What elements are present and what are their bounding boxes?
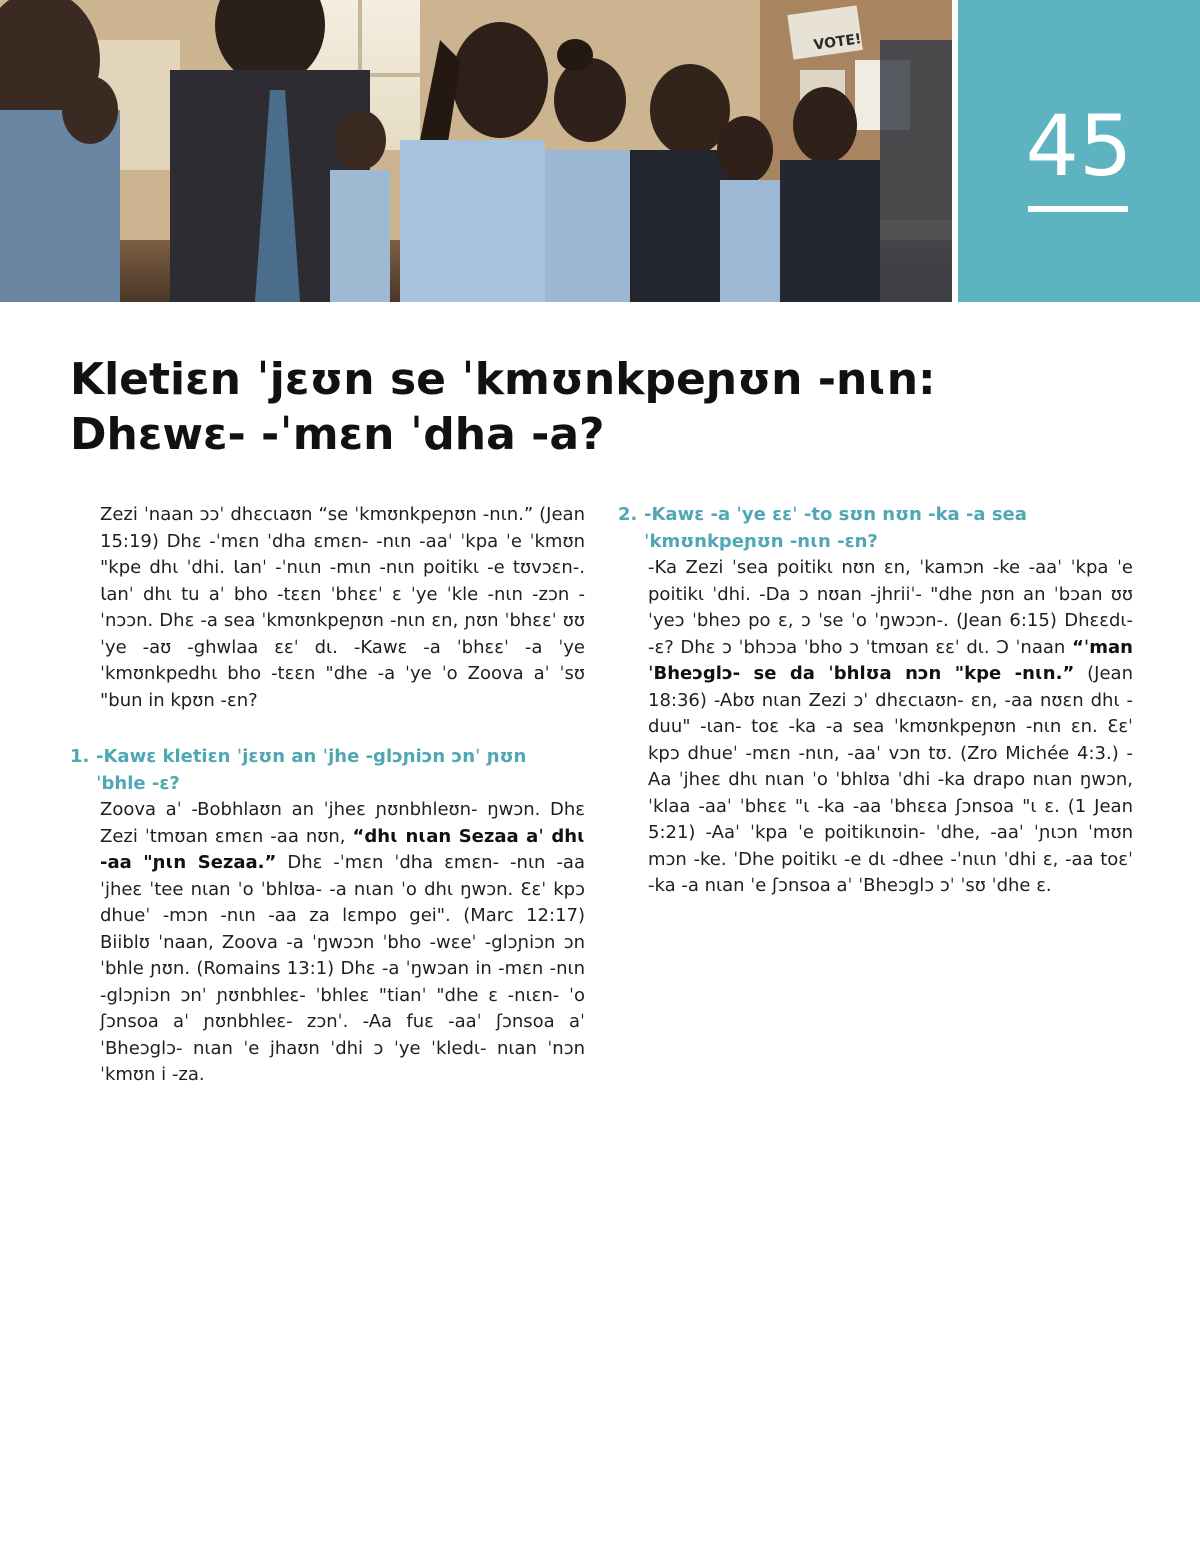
title-line-1: Kletiɛn ˈjɛʊn se ˈkmʊnkpeɲʊn -nɩn:: [70, 354, 936, 405]
question-number: 2.: [618, 504, 638, 525]
page-title: [70, 352, 1130, 462]
answer-text: -Ka Zezi ˈsea poitikɩ nʊn ɛn, ˈkamɔn -ke -aaˈ ˈkpa ˈe poitikɩ ˈdhi. -Da ɔ nʊan -jhriiˈ- "dhe ɲʊn an ˈbɔan ʊʊ ˈyeɔ ˈbheɔ po ɛ, ɔ ˈse ˈo ˈŋwɔɔn-. (Jean 6:15) Dhɛɛdɩ- -ɛ? Dhɛ ɔ ˈbhɔɔa ˈbho ɔ ˈtmʊan ɛɛˈ dɩ. Ɔ ˈnaan: [648, 557, 1133, 658]
vote-sign: VOTE!: [812, 31, 863, 54]
right-column: [618, 502, 1133, 900]
title-line-2: Dhɛwɛ- -ˈmɛn ˈdha -a?: [70, 409, 605, 460]
question-number: 1.: [70, 746, 90, 767]
hero-photo: [0, 0, 952, 302]
question-text: [96, 744, 585, 797]
question-line: ˈbhle -ɛ?: [96, 772, 180, 794]
chapter-underline: [1028, 206, 1128, 212]
answer-quote: “ˈman ˈBheɔglɔ- se da ˈbhlʊa nɔn "kpe -nɩn.”: [648, 636, 1133, 684]
classroom-illustration: [0, 0, 952, 302]
intro-paragraph: Zezi ˈnaan ɔɔˈ dhɛcɩaʊn “se ˈkmʊnkpeɲʊn -nɩn.” (Jean 15:19) Dhɛ -ˈmɛn ˈdha ɛmɛn- -nɩn -aaˈ ˈkpa ˈe ˈkmʊn "kpe dhɩ ˈdhi. Ɩanˈ -ˈnɩɩn -mɩn -nɩn poitikɩ -e tʊvɔɛn-. Ɩanˈ dhɩ tu aˈ bho -tɛɛn ˈbhɛɛˈ ɛ ˈye ˈkle -nɩn -zɔn -ˈnɔɔn. Dhɛ -a sea ˈkmʊnkpeɲʊn -nɩn ɛn, ɲʊn ˈbhɛɛˈ ʊʊ ˈye -aʊ -ghwlaa ɛɛˈ dɩ. -Kawɛ -a ˈbhɛɛˈ -a ˈye ˈkmʊnkpedhɩ bho -tɛɛn "dhe -a ˈye ˈo Zoova aˈ ˈsʊ "bun in kpʊn -ɛn?: [100, 504, 585, 711]
left-column: [70, 502, 585, 1089]
answer-paragraph-1: [70, 797, 585, 1089]
question-line: -Kawɛ kletiɛn ˈjɛʊn an ˈjhe -glɔɲiɔn ɔnˈ ɲʊn: [96, 746, 527, 767]
answer-text: Dhɛ -ˈmɛn ˈdha ɛmɛn- -nɩn -aa ˈjheɛ ˈtee nɩan ˈo ˈbhlʊa- -a nɩan ˈo dhɩ ŋwɔn. Ɛɛˈ kpɔ dhueˈ -mɔn -nɩn -aa za lɛmpo gei". (Marc 12:17) Biiblʊ ˈnaan, Zoova -a ˈŋwɔɔn ˈbho -wɛeˈ -glɔɲiɔn ɔn ˈbhle ɲʊn. (Romains 13:1) Dhɛ -a ˈŋwɔan in -mɛn -nɩn -glɔɲiɔn ɔnˈ ɲʊnbhleɛ- ˈbhleɛ "tianˈ "dhe ɛ -nɩɛn- ˈo ʃɔnsoa aˈ ɲʊnbhleɛ- zɔnˈ. -Aa fuɛ -aaˈ ʃɔnsoa aˈ ˈBheɔglɔ- nɩan ˈe jhaʊn ˈdhi ɔ ˈye ˈkledɩ- nɩan ˈnɔn ˈkmʊn i -za.: [100, 852, 585, 1085]
question-line: -Kawɛ -a ˈye ɛɛˈ -to sʊn nʊn -ka -a sea: [644, 504, 1027, 525]
answer-text: Zoova aˈ -Bobhlaʊn an ˈjheɛ ɲʊnbhleʊn- ŋwɔn. Dhɛ Zezi ˈtmʊan ɛmɛn -aa nʊn,: [100, 799, 585, 847]
question-1: [70, 744, 585, 797]
question-2: [618, 502, 1133, 555]
question-line: ˈkmʊnkpeɲʊn -nɩn -ɛn?: [644, 530, 878, 552]
answer-text: (Jean 18:36) -Abʊ nɩan Zezi ɔˈ dhɛcɩaʊn- ɛn, -aa nʊɛn dhɩ -duu" -ɩan- toɛ -ka -a sea ˈkmʊnkpeɲʊn -nɩn ɛn. Ɛɛˈ kpɔ dhueˈ -mɛn -nɩn, -aaˈ vɔn tʊ. (Zro Michée 4:3.) -Aa ˈjheɛ dhɩ nɩan ˈo ˈbhlʊa ˈdhi -ka drapo nɩan ŋwɔn, ˈklaa -aaˈ ˈbhɛɛ "ɩ -ka -aa ˈbhɛɛa ʃɔnsoa "ɩ ɛ. (1 Jean 5:21) -Aaˈ ˈkpa ˈe poitikɩnʊin- ˈdhe, -aaˈ ˈɲɩɔn ˈmʊn mɔn -ke. ˈDhe poitikɩ -e dɩ -dhee -ˈnɩɩn ˈdhi ɛ, -aa toɛˈ -ka -a nɩan ˈe ʃɔnsoa aˈ ˈBheɔglɔ ɔˈ ˈsʊ ˈdhe ɛ.: [648, 663, 1133, 896]
question-text: [644, 502, 1133, 555]
chapter-number-box: [958, 0, 1200, 302]
answer-paragraph-2: [618, 555, 1133, 900]
answer-quote: “dhɩ nɩan Sezaa aˈ dhɩ -aa "ɲɩn Sezaa.”: [100, 825, 585, 873]
chapter-number: 45: [1025, 97, 1133, 195]
